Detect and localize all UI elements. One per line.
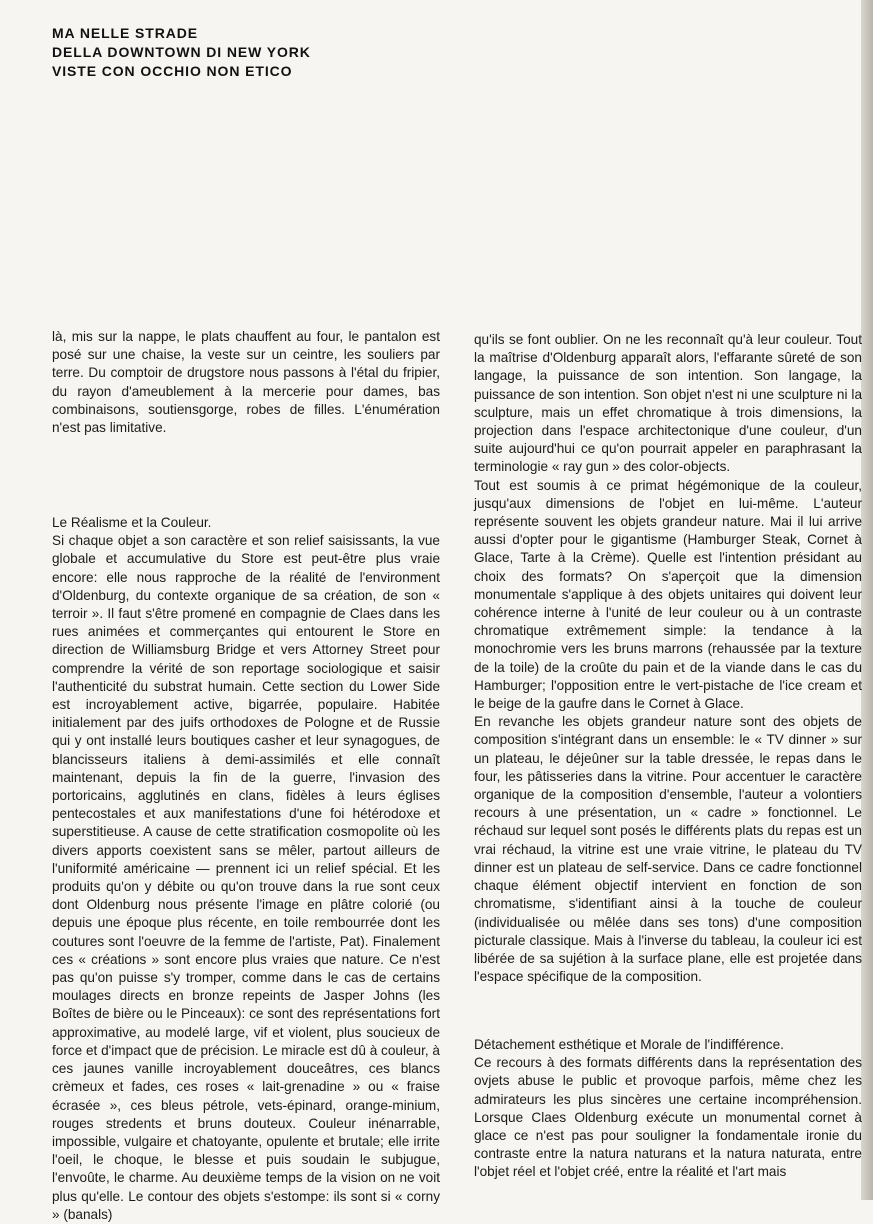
right-section-block xyxy=(474,1036,862,1182)
page-edge xyxy=(861,0,873,1200)
header-line-3: VISTE CON OCCHIO NON ETICO xyxy=(52,63,293,79)
left-section-paragraph: Si chaque objet a son caractère et son relief saisissants, la vue globale et accumulative du Store est peut-être plus vraie encore: elle nous rapproche de la réalité de l'environment d'Oldenburg, du contexte organique de sa création, de son « terroir ». Il faut s'être promené en compagnie de Claes dans les rues animées et commerçantes qui entourent le Store en direction de Williamsburg Bridge et vers Attorney Street pour comprendre la vérité de son reportage sociologique et saisir l'authenticité du substrat humain. Cette section du Lower Side est incroyablement active, bigarrée, populaire. Habitée initialement par des juifs orthodoxes de Pologne et de Russie qui y ont installé leurs boutiques casher et leur synagogues, de blancisseurs italiens à demi-assimilés et elle connaît maintenant, depuis la fin de la guerre, l'invasion des portoricains, agglutinés en clans, fidèles à leurs églises pentecostales et aux manifestations d'une foi hétérodoxe et superstitieuse. A cause de cette stratification cosmopolite où les divers apports coexistent sans se mêler, partout ailleurs de l'uniformité américaine — prennent ici un relief spécial. Et les produits qu'on y débite ou qu'on trouve dans la rue sont ceux dont Oldenburg nous présente l'image en plâtre colorié (ou depuis une époque plus récente, en toile rembourrée dont les coutures sont l'oeuvre de la femme de l'artiste, Pat). Finalement ces « créations » sont encore plus vraies que nature. Ce n'est pas qu'on puisse s'y tromper, comme dans le cas de certains moulages directs en bronze repeints de Jasper Johns (les Boîtes de bière ou le Pinceaux): ce sont des représentations fort approximative, au modelé large, vif et violent, plus soucieux de force et d'impact que de précision. Le miracle est dû à couleur, à ces jaunes vanille incroyablement douceâtres, ces blancs crèmeux et fades, ces roses « lait-grenadine » ou « fraise écrasée », ces bleus pétrole, vets-épinard, orange-minium, rouges stredents et bruns douteux. Couleur inénarrable, impossible, vulgaire et chatoyante, opulente et brutale; elle irrite l'oeil, le choque, le blesse et puis soudain le subjugue, l'envoûte, le charme. Au deuxième temps de la vision on ne voit plus qu'elle. Le contour des objets s'estompe: ils sont si « corny » (banals) xyxy=(52,533,440,1222)
left-intro-paragraph: là, mis sur la nappe, le plats chauffent au four, le pantalon est posé sur une chaise, la veste sur un ceintre, les souliers par terre. Du comptoir de drugstore nous passons à l'étal du fripier, du rayon d'ameublement à la mercerie pour dames, bas combinaisons, soutiensgorge, robes de filles. L'énumération n'est pas limitative. xyxy=(52,329,440,436)
right-paragraph-3: En revanche les objets grandeur nature sont des objets de composition s'intégrant dans un ensemble: le « TV dinner » sur un plateau, le déjeûner sur la table dressée, le repas dans le four, les pâtisseries dans la vitrine. Pour accentuer le caractère organique de la composition d'ensemble, l'auteur a volontiers recours à une présentation, un « cadre » fonctionnel. Le réchaud sur lequel sont posés le différents plats du repas est un vrai réchaud, la vitrine est une vraie vitrine, le plateau du TV dinner est un plateau de self-service. Dans ce cadre fonctionnel chaque élément objectif intervient en fonction de son chromatisme, s'identifiant ainsi à la touche de couleur (individualisée ou mêlée dans ses tons) d'une composition picturale classique. Mais à l'inverse du tableau, la couleur ici est libérée de sa sujétion à la surface plane, elle est projetée dans l'espace spécifique de la composition. xyxy=(474,714,862,985)
right-paragraph-1: qu'ils se font oublier. On ne les reconnaît qu'à leur couleur. Tout la maîtrise d'Oldenburg apparaît alors, l'effarante sûreté de son langage, la puissance de son intention. Son langage, la puissance de son intention. Son objet n'est ni une sculpture ni la sculpture, mais un effet chromatique à trois dimensions, la projection dans l'espace architectonique d'une couleur, d'un suite aujourd'hui ce qu'on pourrait appeler en paraphrasant la terminologie « ray gun » des color-objects. xyxy=(474,332,862,475)
header-line-1: MA NELLE STRADE xyxy=(52,25,198,41)
page-header xyxy=(52,24,311,81)
right-upper-block xyxy=(474,331,862,986)
right-paragraph-2: Tout est soumis à ce primat hégémonique de la couleur, jusqu'aux dimensions de l'objet en lui-même. L'auteur représente souvent les objets grandeur nature. Mai il lui arrive aussi d'opter pour le gigantisme (Hamburger Steak, Cornet à Glace, Tarte à la Crème). Quelle est l'intention présidant au choix des formats? On s'aperçoit que la dimension monumentale s'applique à des objets unitaires qui doivent leur cohérence interne à l'unité de leur couleur ou à un contraste chromatique extrêmement simple: la tendance à la monochromie vers les bruns marrons (rehaussée par la texture de la toile) de la croûte du pain et de la viande dans le cas du Hamburger; l'opposition entre le vert-pistache de l'ice cream et le beige de la gaufre dans le Cornet à Glace. xyxy=(474,477,862,712)
section-heading-detachement: Détachement esthétique et Morale de l'indifférence. xyxy=(474,1037,784,1052)
section-heading-realisme: Le Réalisme et la Couleur. xyxy=(52,515,212,530)
header-line-2: DELLA DOWNTOWN DI NEW YORK xyxy=(52,44,311,60)
left-section-block xyxy=(52,514,440,1224)
right-section-paragraph: Ce recours à des formats différents dans la représentation des ovjets abuse le public et provoque parfois, même chez les admirateurs les plus sincères une certaine incompréhension. Lorsque Claes Oldenburg exécute un monumental cornet à glace ce n'est pas pour souligner la fondamentale ironie du contraste entre la natura naturans et la natura naturata, entre l'objet réel et l'objet créé, entre la réalité et l'art mais xyxy=(474,1055,862,1180)
left-intro-block xyxy=(52,328,440,437)
